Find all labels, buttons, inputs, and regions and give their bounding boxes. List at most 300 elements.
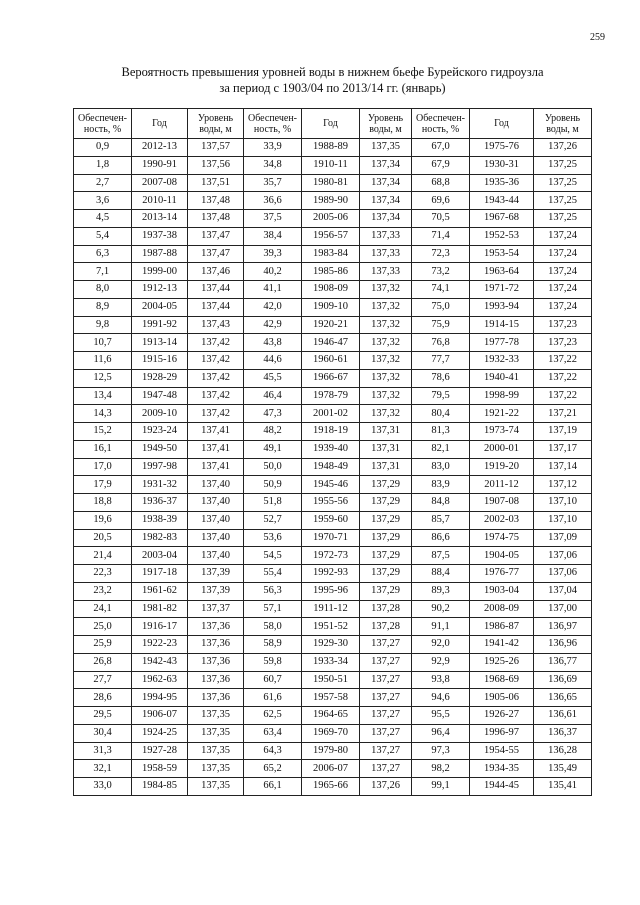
table-cell: 81,3 xyxy=(412,423,470,441)
table-cell: 62,5 xyxy=(244,707,302,725)
table-cell: 1984-85 xyxy=(132,778,188,796)
table-cell: 1959-60 xyxy=(302,511,360,529)
table-cell: 137,41 xyxy=(188,458,244,476)
table-cell: 1923-24 xyxy=(132,423,188,441)
table-row xyxy=(74,369,592,387)
table-cell: 1992-93 xyxy=(302,565,360,583)
table-cell: 137,29 xyxy=(360,582,412,600)
table-cell: 137,27 xyxy=(360,689,412,707)
table-cell: 42,9 xyxy=(244,316,302,334)
table-row xyxy=(74,636,592,654)
table-cell: 137,23 xyxy=(534,316,592,334)
table-row xyxy=(74,210,592,228)
table-cell: 137,29 xyxy=(360,476,412,494)
table-cell: 137,24 xyxy=(534,263,592,281)
table-cell: 1939-40 xyxy=(302,440,360,458)
table-cell: 137,32 xyxy=(360,387,412,405)
table-cell: 80,4 xyxy=(412,405,470,423)
table-cell: 137,36 xyxy=(188,618,244,636)
table-cell: 136,77 xyxy=(534,653,592,671)
table-cell: 137,00 xyxy=(534,600,592,618)
table-cell: 1921-22 xyxy=(470,405,534,423)
table-cell: 1906-07 xyxy=(132,707,188,725)
table-row xyxy=(74,511,592,529)
table-header-row xyxy=(74,109,592,139)
table-cell: 137,43 xyxy=(188,316,244,334)
table-row xyxy=(74,334,592,352)
table-cell: 56,3 xyxy=(244,582,302,600)
table-row xyxy=(74,724,592,742)
table-cell: 137,35 xyxy=(360,139,412,157)
title-line-2: за период с 1903/04 по 2013/14 гг. (январь) xyxy=(219,81,446,95)
table-cell: 1990-91 xyxy=(132,156,188,174)
table-cell: 137,51 xyxy=(188,174,244,192)
table-cell: 67,0 xyxy=(412,139,470,157)
table-cell: 30,4 xyxy=(74,724,132,742)
table-cell: 1982-83 xyxy=(132,529,188,547)
table-row xyxy=(74,778,592,796)
table-cell: 17,9 xyxy=(74,476,132,494)
water-level-table xyxy=(73,108,592,796)
table-cell: 137,06 xyxy=(534,565,592,583)
table-cell: 37,5 xyxy=(244,210,302,228)
table-cell: 16,1 xyxy=(74,440,132,458)
table-cell: 1918-19 xyxy=(302,423,360,441)
table-row xyxy=(74,423,592,441)
table-cell: 17,0 xyxy=(74,458,132,476)
table-cell: 1969-70 xyxy=(302,724,360,742)
table-cell: 137,44 xyxy=(188,298,244,316)
table-cell: 1935-36 xyxy=(470,174,534,192)
table-cell: 20,5 xyxy=(74,529,132,547)
table-row xyxy=(74,263,592,281)
table-cell: 93,8 xyxy=(412,671,470,689)
table-cell: 1927-28 xyxy=(132,742,188,760)
table-cell: 136,96 xyxy=(534,636,592,654)
table-cell: 64,3 xyxy=(244,742,302,760)
table-cell: 1916-17 xyxy=(132,618,188,636)
table-cell: 55,4 xyxy=(244,565,302,583)
table-row xyxy=(74,707,592,725)
table-cell: 90,2 xyxy=(412,600,470,618)
table-cell: 137,27 xyxy=(360,724,412,742)
table-cell: 1962-63 xyxy=(132,671,188,689)
table-cell: 1909-10 xyxy=(302,298,360,316)
table-cell: 137,35 xyxy=(188,707,244,725)
table-cell: 10,7 xyxy=(74,334,132,352)
table-cell: 33,0 xyxy=(74,778,132,796)
table-cell: 1980-81 xyxy=(302,174,360,192)
table-cell: 1979-80 xyxy=(302,742,360,760)
column-header: Год xyxy=(132,109,188,139)
table-cell: 136,97 xyxy=(534,618,592,636)
table-cell: 1948-49 xyxy=(302,458,360,476)
table-cell: 137,32 xyxy=(360,281,412,299)
table-cell: 137,09 xyxy=(534,529,592,547)
table-cell: 1913-14 xyxy=(132,334,188,352)
table-cell: 35,7 xyxy=(244,174,302,192)
table-cell: 1912-13 xyxy=(132,281,188,299)
table-cell: 137,24 xyxy=(534,227,592,245)
table-cell: 2003-04 xyxy=(132,547,188,565)
table-cell: 137,36 xyxy=(188,671,244,689)
table-cell: 94,6 xyxy=(412,689,470,707)
table-cell: 1977-78 xyxy=(470,334,534,352)
table-cell: 137,40 xyxy=(188,511,244,529)
table-cell: 43,8 xyxy=(244,334,302,352)
table-cell: 1954-55 xyxy=(470,742,534,760)
table-cell: 1941-42 xyxy=(470,636,534,654)
table-cell: 1968-69 xyxy=(470,671,534,689)
table-cell: 137,32 xyxy=(360,405,412,423)
table-cell: 13,4 xyxy=(74,387,132,405)
table-cell: 137,35 xyxy=(188,760,244,778)
table-cell: 69,6 xyxy=(412,192,470,210)
table-cell: 86,6 xyxy=(412,529,470,547)
table-cell: 137,48 xyxy=(188,210,244,228)
table-cell: 137,33 xyxy=(360,245,412,263)
table-cell: 26,8 xyxy=(74,653,132,671)
table-cell: 25,9 xyxy=(74,636,132,654)
table-cell: 137,27 xyxy=(360,742,412,760)
table-cell: 137,26 xyxy=(534,139,592,157)
table-cell: 1929-30 xyxy=(302,636,360,654)
table-cell: 50,9 xyxy=(244,476,302,494)
title-line-1: Вероятность превышения уровней воды в нижнем бьефе Бурейского гидроузла xyxy=(121,65,544,79)
table-cell: 8,0 xyxy=(74,281,132,299)
table-cell: 5,4 xyxy=(74,227,132,245)
table-cell: 137,39 xyxy=(188,582,244,600)
table-cell: 137,24 xyxy=(534,281,592,299)
table-cell: 79,5 xyxy=(412,387,470,405)
table-row xyxy=(74,352,592,370)
table-cell: 1931-32 xyxy=(132,476,188,494)
table-cell: 51,8 xyxy=(244,494,302,512)
table-row xyxy=(74,689,592,707)
table-row xyxy=(74,600,592,618)
table-cell: 2004-05 xyxy=(132,298,188,316)
table-cell: 1945-46 xyxy=(302,476,360,494)
table-cell: 2013-14 xyxy=(132,210,188,228)
table-cell: 49,1 xyxy=(244,440,302,458)
table-cell: 61,6 xyxy=(244,689,302,707)
table-cell: 29,5 xyxy=(74,707,132,725)
table-cell: 137,47 xyxy=(188,227,244,245)
table-cell: 89,3 xyxy=(412,582,470,600)
table-cell: 83,0 xyxy=(412,458,470,476)
table-body xyxy=(74,139,592,796)
column-header: Год xyxy=(470,109,534,139)
table-cell: 1976-77 xyxy=(470,565,534,583)
table-cell: 12,5 xyxy=(74,369,132,387)
table-row xyxy=(74,387,592,405)
table-cell: 75,9 xyxy=(412,316,470,334)
table-cell: 137,41 xyxy=(188,440,244,458)
table-cell: 137,26 xyxy=(360,778,412,796)
table-cell: 1911-12 xyxy=(302,600,360,618)
table-cell: 68,8 xyxy=(412,174,470,192)
table-cell: 2006-07 xyxy=(302,760,360,778)
table-cell: 137,48 xyxy=(188,192,244,210)
table-cell: 1943-44 xyxy=(470,192,534,210)
table-cell: 2009-10 xyxy=(132,405,188,423)
table-cell: 72,3 xyxy=(412,245,470,263)
table-row xyxy=(74,476,592,494)
table-cell: 137,42 xyxy=(188,352,244,370)
table-cell: 2002-03 xyxy=(470,511,534,529)
table-cell: 1957-58 xyxy=(302,689,360,707)
table-cell: 97,3 xyxy=(412,742,470,760)
table-cell: 39,3 xyxy=(244,245,302,263)
table-cell: 137,23 xyxy=(534,334,592,352)
table-cell: 2,7 xyxy=(74,174,132,192)
table-cell: 50,0 xyxy=(244,458,302,476)
table-row xyxy=(74,405,592,423)
table-cell: 23,2 xyxy=(74,582,132,600)
table-row xyxy=(74,458,592,476)
table-cell: 137,17 xyxy=(534,440,592,458)
table-cell: 1920-21 xyxy=(302,316,360,334)
table-cell: 8,9 xyxy=(74,298,132,316)
table-cell: 137,32 xyxy=(360,352,412,370)
table-cell: 1983-84 xyxy=(302,245,360,263)
table-cell: 1910-11 xyxy=(302,156,360,174)
table-cell: 76,8 xyxy=(412,334,470,352)
table-cell: 2001-02 xyxy=(302,405,360,423)
table-cell: 137,22 xyxy=(534,387,592,405)
table-row xyxy=(74,547,592,565)
table-cell: 137,56 xyxy=(188,156,244,174)
page-number: 259 xyxy=(590,32,605,43)
table-cell: 1944-45 xyxy=(470,778,534,796)
table-cell: 77,7 xyxy=(412,352,470,370)
table-cell: 137,27 xyxy=(360,636,412,654)
table-cell: 34,8 xyxy=(244,156,302,174)
table-cell: 1965-66 xyxy=(302,778,360,796)
table-cell: 1975-76 xyxy=(470,139,534,157)
table-cell: 44,6 xyxy=(244,352,302,370)
table-cell: 136,61 xyxy=(534,707,592,725)
table-cell: 137,34 xyxy=(360,156,412,174)
table-cell: 137,36 xyxy=(188,653,244,671)
table-cell: 11,6 xyxy=(74,352,132,370)
table-cell: 137,04 xyxy=(534,582,592,600)
table-row xyxy=(74,742,592,760)
table-cell: 1907-08 xyxy=(470,494,534,512)
table-cell: 1985-86 xyxy=(302,263,360,281)
table-row xyxy=(74,653,592,671)
table-cell: 25,0 xyxy=(74,618,132,636)
table-cell: 40,2 xyxy=(244,263,302,281)
table-cell: 137,34 xyxy=(360,210,412,228)
table-cell: 1946-47 xyxy=(302,334,360,352)
table-cell: 58,9 xyxy=(244,636,302,654)
table-cell: 2012-13 xyxy=(132,139,188,157)
table-cell: 1933-34 xyxy=(302,653,360,671)
table-cell: 18,8 xyxy=(74,494,132,512)
table-cell: 137,27 xyxy=(360,671,412,689)
table-cell: 137,12 xyxy=(534,476,592,494)
table-cell: 1988-89 xyxy=(302,139,360,157)
column-header: Год xyxy=(302,109,360,139)
table-cell: 78,6 xyxy=(412,369,470,387)
table-cell: 1942-43 xyxy=(132,653,188,671)
table-cell: 1978-79 xyxy=(302,387,360,405)
table-cell: 73,2 xyxy=(412,263,470,281)
table-cell: 1974-75 xyxy=(470,529,534,547)
table-cell: 1971-72 xyxy=(470,281,534,299)
table-cell: 1904-05 xyxy=(470,547,534,565)
table-cell: 1967-68 xyxy=(470,210,534,228)
table-row xyxy=(74,618,592,636)
table-cell: 98,2 xyxy=(412,760,470,778)
table-cell: 137,10 xyxy=(534,511,592,529)
table-cell: 4,5 xyxy=(74,210,132,228)
table-cell: 136,65 xyxy=(534,689,592,707)
table-cell: 1917-18 xyxy=(132,565,188,583)
table-row xyxy=(74,316,592,334)
table-cell: 1926-27 xyxy=(470,707,534,725)
table-cell: 136,37 xyxy=(534,724,592,742)
table-cell: 1925-26 xyxy=(470,653,534,671)
table-cell: 67,9 xyxy=(412,156,470,174)
table-cell: 137,33 xyxy=(360,263,412,281)
table-cell: 137,27 xyxy=(360,760,412,778)
table-cell: 1989-90 xyxy=(302,192,360,210)
table-cell: 1999-00 xyxy=(132,263,188,281)
table-cell: 137,29 xyxy=(360,547,412,565)
table-cell: 1973-74 xyxy=(470,423,534,441)
table-cell: 2011-12 xyxy=(470,476,534,494)
table-cell: 1903-04 xyxy=(470,582,534,600)
table-cell: 137,21 xyxy=(534,405,592,423)
table-cell: 2000-01 xyxy=(470,440,534,458)
table-cell: 1936-37 xyxy=(132,494,188,512)
table-cell: 137,35 xyxy=(188,724,244,742)
table-cell: 137,35 xyxy=(188,778,244,796)
table-cell: 87,5 xyxy=(412,547,470,565)
table-cell: 1964-65 xyxy=(302,707,360,725)
column-header: Уровень воды, м xyxy=(188,109,244,139)
table-cell: 82,1 xyxy=(412,440,470,458)
table-cell: 2010-11 xyxy=(132,192,188,210)
table-cell: 7,1 xyxy=(74,263,132,281)
table-cell: 137,57 xyxy=(188,139,244,157)
table-cell: 2007-08 xyxy=(132,174,188,192)
table-cell: 2005-06 xyxy=(302,210,360,228)
table-cell: 74,1 xyxy=(412,281,470,299)
table-row xyxy=(74,440,592,458)
table-cell: 1956-57 xyxy=(302,227,360,245)
table-row xyxy=(74,529,592,547)
table-cell: 137,25 xyxy=(534,210,592,228)
table-cell: 92,0 xyxy=(412,636,470,654)
table-cell: 1961-62 xyxy=(132,582,188,600)
table-cell: 137,28 xyxy=(360,618,412,636)
table-cell: 1963-64 xyxy=(470,263,534,281)
table-cell: 91,1 xyxy=(412,618,470,636)
table-cell: 1922-23 xyxy=(132,636,188,654)
table-cell: 137,14 xyxy=(534,458,592,476)
table-cell: 1928-29 xyxy=(132,369,188,387)
table-cell: 136,69 xyxy=(534,671,592,689)
table-cell: 63,4 xyxy=(244,724,302,742)
table-row xyxy=(74,565,592,583)
table-cell: 1960-61 xyxy=(302,352,360,370)
table-cell: 137,22 xyxy=(534,369,592,387)
table-cell: 75,0 xyxy=(412,298,470,316)
table-cell: 1924-25 xyxy=(132,724,188,742)
table-cell: 137,32 xyxy=(360,316,412,334)
table-cell: 1995-96 xyxy=(302,582,360,600)
table-cell: 31,3 xyxy=(74,742,132,760)
table-cell: 36,6 xyxy=(244,192,302,210)
table-cell: 137,31 xyxy=(360,440,412,458)
column-header: Обеспечен-ность, % xyxy=(74,109,132,139)
table-cell: 47,3 xyxy=(244,405,302,423)
table-row xyxy=(74,760,592,778)
table-cell: 137,24 xyxy=(534,245,592,263)
table-cell: 3,6 xyxy=(74,192,132,210)
table-cell: 14,3 xyxy=(74,405,132,423)
table-cell: 57,1 xyxy=(244,600,302,618)
table-cell: 137,47 xyxy=(188,245,244,263)
table-cell: 137,40 xyxy=(188,476,244,494)
table-cell: 22,3 xyxy=(74,565,132,583)
column-header: Обеспечен-ность, % xyxy=(412,109,470,139)
table-cell: 137,40 xyxy=(188,494,244,512)
table-cell: 137,31 xyxy=(360,458,412,476)
table-cell: 1998-99 xyxy=(470,387,534,405)
table-cell: 137,42 xyxy=(188,334,244,352)
table-cell: 1991-92 xyxy=(132,316,188,334)
table-cell: 2008-09 xyxy=(470,600,534,618)
table-cell: 1905-06 xyxy=(470,689,534,707)
table-cell: 48,2 xyxy=(244,423,302,441)
table-cell: 58,0 xyxy=(244,618,302,636)
table-cell: 137,32 xyxy=(360,369,412,387)
table-cell: 137,29 xyxy=(360,529,412,547)
column-header: Обеспечен-ность, % xyxy=(244,109,302,139)
table-cell: 41,1 xyxy=(244,281,302,299)
table-cell: 137,35 xyxy=(188,742,244,760)
table-row xyxy=(74,156,592,174)
table-cell: 9,8 xyxy=(74,316,132,334)
table-cell: 84,8 xyxy=(412,494,470,512)
table-cell: 137,41 xyxy=(188,423,244,441)
table-cell: 70,5 xyxy=(412,210,470,228)
table-cell: 137,28 xyxy=(360,600,412,618)
table-cell: 1994-95 xyxy=(132,689,188,707)
document-title xyxy=(60,64,605,96)
table-cell: 1972-73 xyxy=(302,547,360,565)
table-cell: 54,5 xyxy=(244,547,302,565)
table-cell: 46,4 xyxy=(244,387,302,405)
table-cell: 1914-15 xyxy=(470,316,534,334)
table-cell: 137,32 xyxy=(360,334,412,352)
table-cell: 95,5 xyxy=(412,707,470,725)
table-cell: 1952-53 xyxy=(470,227,534,245)
table-cell: 6,3 xyxy=(74,245,132,263)
table-cell: 137,25 xyxy=(534,174,592,192)
table-cell: 1966-67 xyxy=(302,369,360,387)
table-cell: 52,7 xyxy=(244,511,302,529)
table-cell: 1997-98 xyxy=(132,458,188,476)
table-cell: 1930-31 xyxy=(470,156,534,174)
table-cell: 65,2 xyxy=(244,760,302,778)
table-cell: 137,40 xyxy=(188,547,244,565)
table-cell: 33,9 xyxy=(244,139,302,157)
